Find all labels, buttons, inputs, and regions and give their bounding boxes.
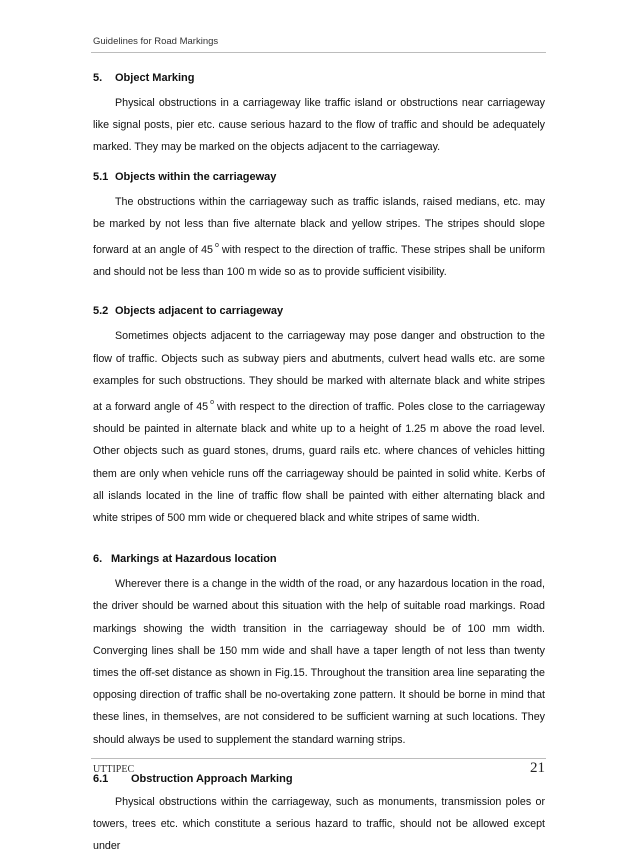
footer-divider [91, 758, 546, 759]
paragraph-text: with respect to the direction of traffic. These stripes shall be uniform and should not be less than 100 m wide so as to provide sufficient visibility. [93, 244, 545, 279]
section-number: 6. [93, 553, 103, 566]
section-6 [93, 551, 545, 751]
section-paragraph: Wherever there is a change in the width of the road, or any hazardous location in the road, the driver should be warned about this situation with the help of suitable road markings. Road markings showing the width transition in the carriageway should be of 100 mm width. Converging lines shall be 150 mm wide and shall have a taper length of not less than twenty times the off-set distance as shown in Fig.15. Throughout the transition area line separating the opposing direction of traffic shall be no-overtaking zone pattern. It should be borne in mind that these lines, in themselves, are not considered to be sufficient warning at such locations. They should always be used to supplement the standard warning strips. [93, 578, 545, 746]
section-5 [93, 70, 545, 159]
degree-symbol: o [210, 399, 215, 407]
section-title: Markings at Hazardous location [111, 553, 277, 566]
page-number: 21 [530, 760, 545, 776]
section-heading [93, 771, 545, 787]
paragraph-text: The obstructions within the carriageway such as traffic islands, raised medians, etc. may be marked by not less than five alternate black and yellow stripes. The stripes should slope forward at an angle of 45 [93, 195, 545, 257]
paragraph-text: Sometimes objects adjacent to the carriageway may pose danger and obstruction to the flow of traffic. Objects such as subway piers and abutments, culvert head walls etc. are some examples for such obstructions. They should be marked with alternate black and white stripes at a forward angle of 45 [93, 330, 545, 414]
section-heading [93, 70, 545, 86]
section-5-2 [93, 303, 545, 529]
section-title: Objects adjacent to carriageway [115, 305, 284, 318]
section-title: Object Marking [115, 72, 195, 84]
section-heading [93, 169, 545, 185]
section-paragraph: Physical obstructions within the carriageway, such as monuments, transmission poles or towers, trees etc. which constitute a serious hazard to traffic, should not be allowed except under [93, 795, 545, 853]
header-divider [91, 52, 546, 53]
section-paragraph [93, 191, 545, 284]
section-number: 5. [93, 72, 103, 84]
section-paragraph: Physical obstructions in a carriageway like traffic island or obstructions near carriageway like signal posts, pier etc. cause serious hazard to the flow of traffic and should be adequately marked. They may be marked on the objects adjacent to the carriageway. [93, 97, 545, 154]
section-number: 5.2 [93, 305, 109, 318]
footer-organization: UTTIPEC [93, 764, 135, 775]
section-heading [93, 551, 545, 567]
section-title: Obstruction Approach Marking [131, 772, 293, 785]
section-number: 6.1 [93, 772, 109, 785]
section-heading [93, 303, 545, 319]
page-content [93, 70, 545, 857]
section-number: 5.1 [93, 170, 109, 183]
paragraph-text: with respect to the direction of traffic. Poles close to the carriageway should be painted in alternate black and white up to a height of 1.25 m above the road level. Other objects such as guard stones, drums, guard rails etc. where chances of vehicles hitting them are only when vehicle runs off the carriageway should be painted in solid white. Kerbs of all islands located in the line of traffic flow shall be painted with either alternating black and white stripes of 500 mm wide or chequered black and white stripes of same width. [93, 401, 545, 525]
section-title: Objects within the carriageway [115, 170, 277, 183]
running-header: Guidelines for Road Markings [93, 36, 219, 47]
section-6-1 [93, 771, 545, 857]
degree-symbol: o [215, 242, 219, 250]
section-5-1 [93, 169, 545, 284]
section-paragraph [93, 325, 545, 529]
